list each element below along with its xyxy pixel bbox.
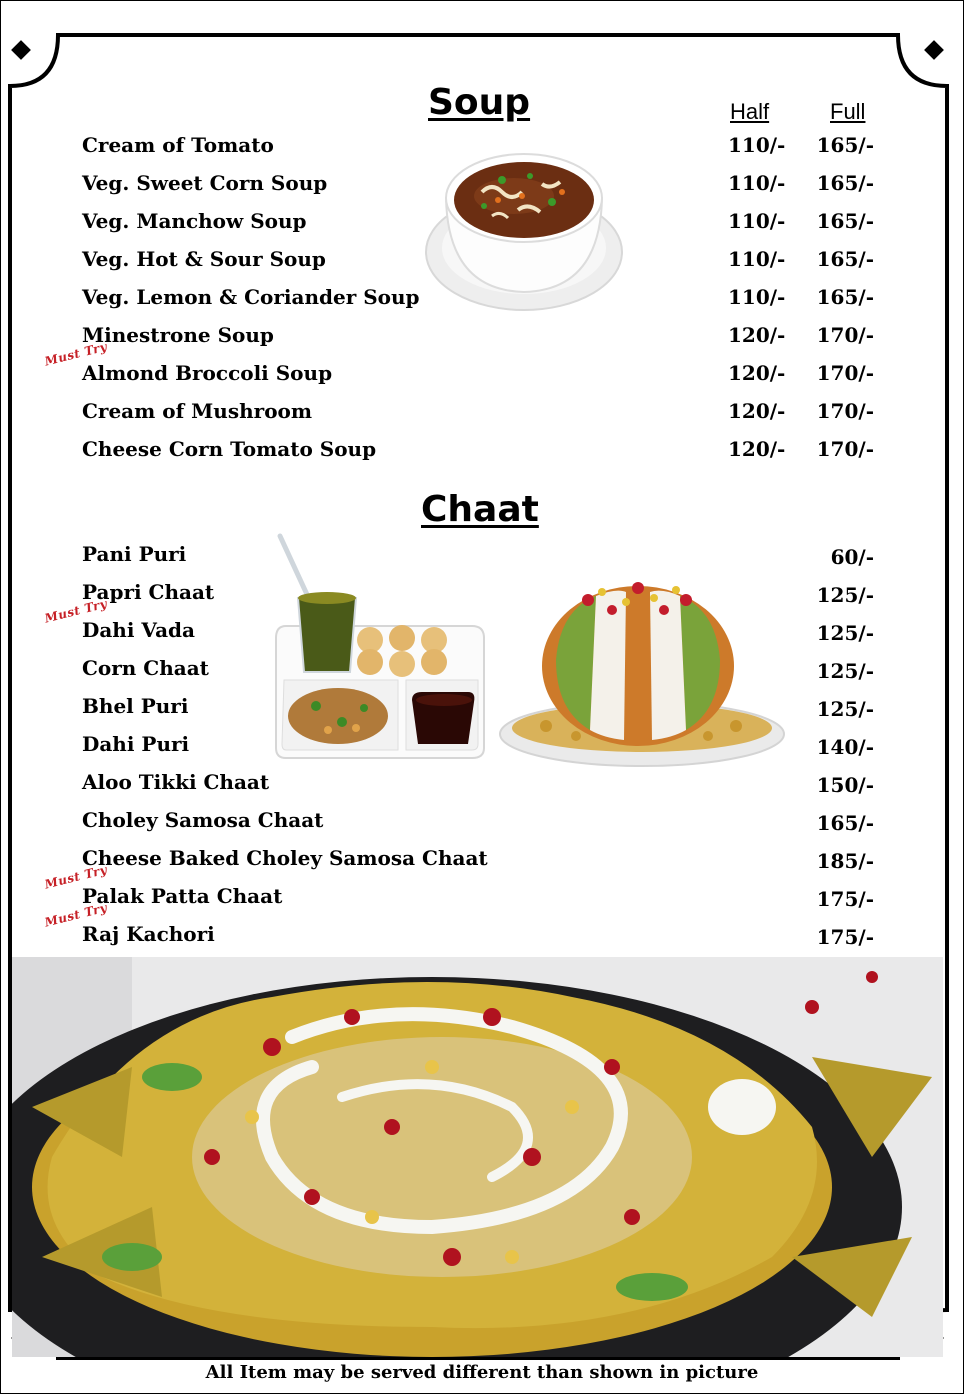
menu-row — [0, 862, 964, 922]
item-price: 125/- — [816, 659, 874, 683]
half-price: 110/- — [728, 247, 786, 271]
soup-section-title: Soup — [428, 82, 531, 123]
item-price: 125/- — [816, 583, 874, 607]
item-price: 175/- — [816, 925, 874, 949]
footer-disclaimer: All Item may be served different than shown in picture — [205, 1362, 759, 1383]
menu-row — [0, 339, 964, 399]
full-column-header: Full — [830, 99, 866, 124]
half-price: 120/- — [728, 399, 786, 423]
item-price: 185/- — [816, 849, 874, 873]
full-price: 170/- — [816, 323, 874, 347]
must-try-badge: Must Try — [43, 596, 109, 626]
palak-patta-chaat-image — [12, 957, 943, 1357]
pani-puri-tray-image — [272, 530, 490, 762]
item-name: Cream of Tomato — [82, 133, 274, 157]
item-price: 60/- — [830, 545, 874, 569]
item-name: Cheese Corn Tomato Soup — [82, 437, 377, 461]
item-price: 150/- — [816, 773, 874, 797]
item-name: Dahi Vada — [82, 618, 195, 642]
soup-bowl-image — [422, 140, 626, 322]
item-name: Cream of Mushroom — [82, 399, 313, 423]
item-price: 125/- — [816, 621, 874, 645]
half-price: 120/- — [728, 323, 786, 347]
item-name: Veg. Sweet Corn Soup — [82, 171, 328, 195]
half-price: 110/- — [728, 133, 786, 157]
must-try-badge: Must Try — [43, 900, 109, 930]
item-price: 165/- — [816, 811, 874, 835]
menu-row — [0, 770, 964, 808]
dahi-puri-image — [486, 570, 804, 778]
item-price: 140/- — [816, 735, 874, 759]
item-name: Bhel Puri — [82, 694, 189, 718]
full-price: 170/- — [816, 437, 874, 461]
half-price: 110/- — [728, 209, 786, 233]
full-price: 165/- — [816, 285, 874, 309]
menu-row — [0, 846, 964, 884]
menu-row — [0, 437, 964, 475]
item-name: Veg. Hot & Sour Soup — [82, 247, 326, 271]
must-try-badge: Must Try — [43, 339, 109, 369]
full-price: 170/- — [816, 361, 874, 385]
chaat-section-title: Chaat — [421, 489, 539, 530]
item-name: Palak Patta Chaat — [82, 884, 283, 908]
menu-row — [0, 808, 964, 846]
item-name: Veg. Lemon & Coriander Soup — [82, 285, 420, 309]
full-price: 165/- — [816, 209, 874, 233]
item-name: Cheese Baked Choley Samosa Chaat — [82, 846, 488, 870]
full-price: 170/- — [816, 399, 874, 423]
menu-row — [0, 323, 964, 361]
item-price: 175/- — [816, 887, 874, 911]
item-name: Aloo Tikki Chaat — [82, 770, 270, 794]
item-name: Dahi Puri — [82, 732, 190, 756]
item-name: Almond Broccoli Soup — [82, 361, 333, 385]
full-price: 165/- — [816, 247, 874, 271]
menu-row — [0, 399, 964, 437]
item-name: Papri Chaat — [82, 580, 215, 604]
item-name: Choley Samosa Chaat — [82, 808, 324, 832]
full-price: 165/- — [816, 133, 874, 157]
item-name: Raj Kachori — [82, 922, 215, 946]
half-price: 110/- — [728, 285, 786, 309]
half-column-header: Half — [730, 99, 770, 124]
item-name: Veg. Manchow Soup — [82, 209, 307, 233]
item-price: 125/- — [816, 697, 874, 721]
item-name: Corn Chaat — [82, 656, 209, 680]
item-name: Minestrone Soup — [82, 323, 274, 347]
half-price: 120/- — [728, 437, 786, 461]
full-price: 165/- — [816, 171, 874, 195]
half-price: 120/- — [728, 361, 786, 385]
item-name: Pani Puri — [82, 542, 187, 566]
must-try-badge: Must Try — [43, 862, 109, 892]
half-price: 110/- — [728, 171, 786, 195]
menu-row — [0, 900, 964, 960]
